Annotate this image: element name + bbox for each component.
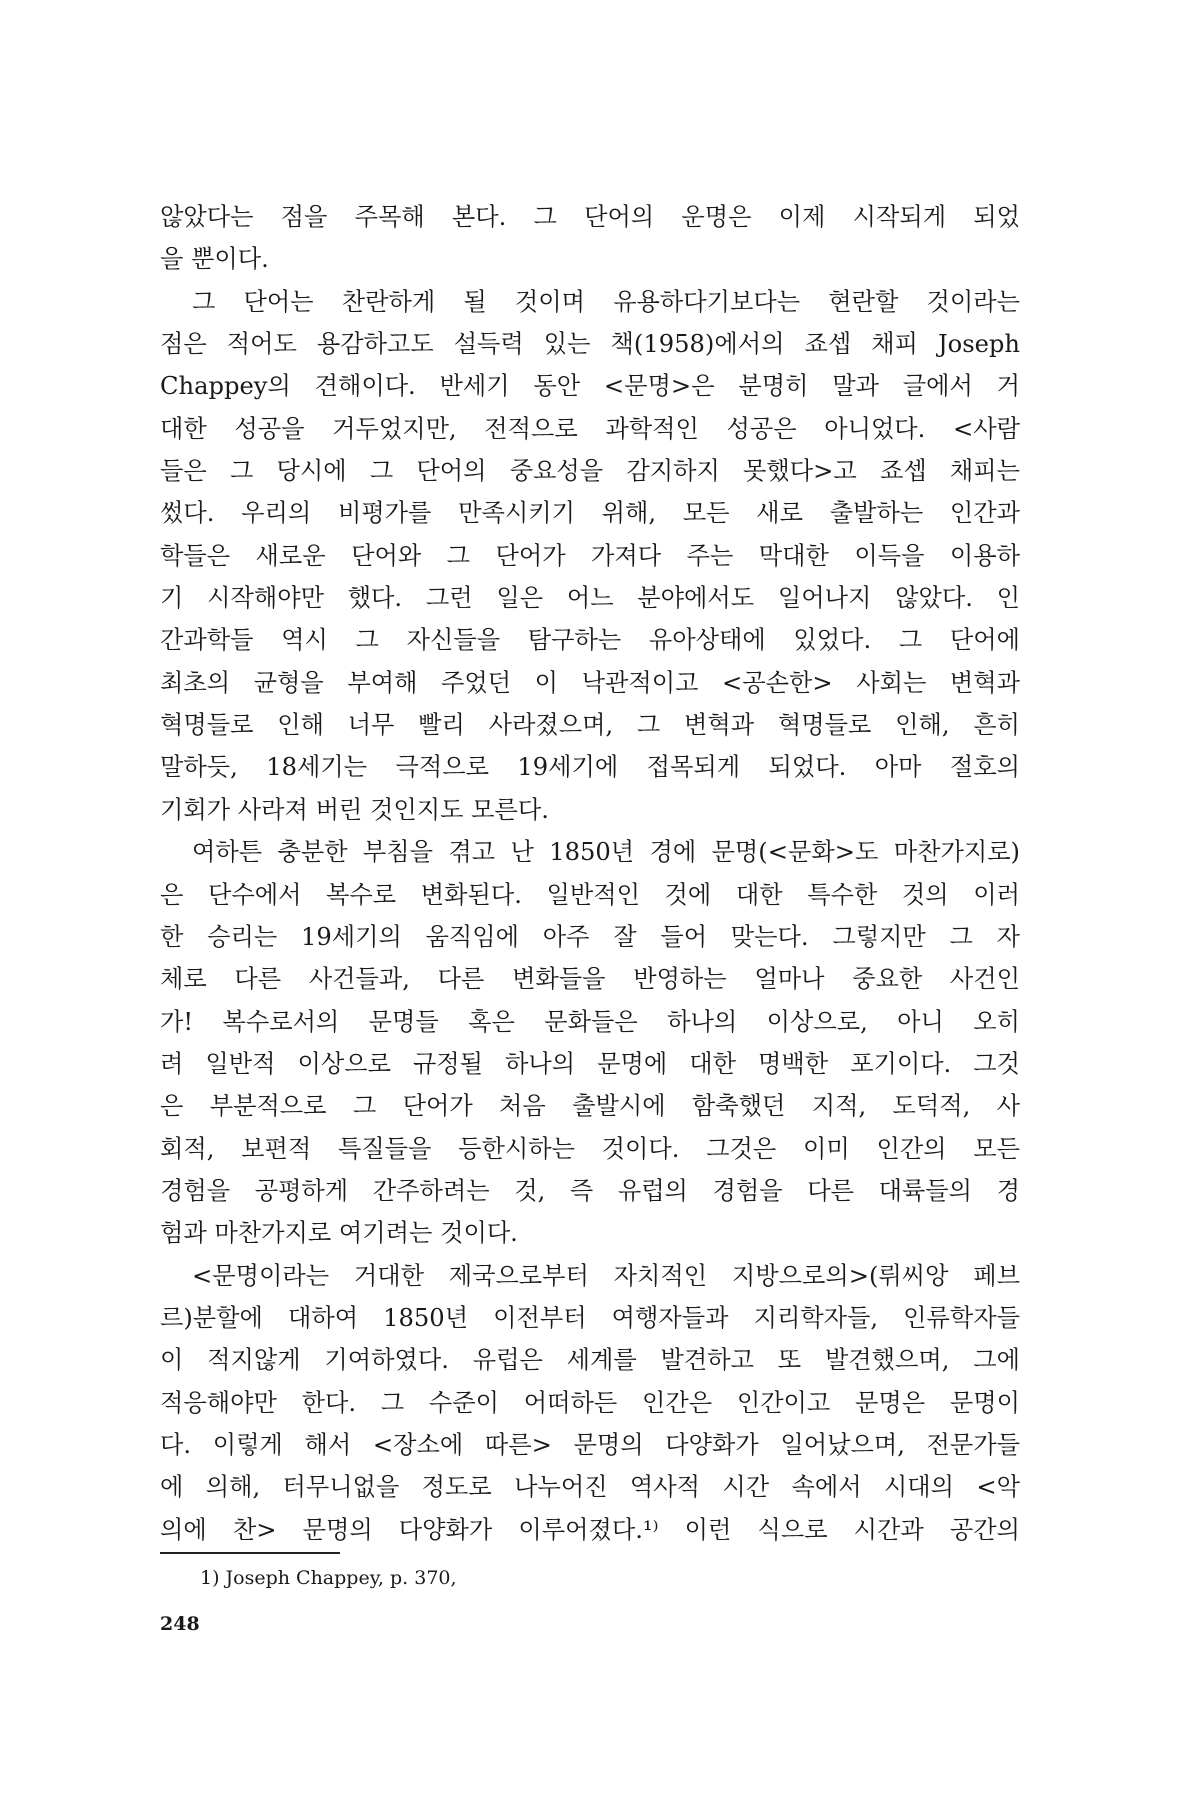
footnote: 1) Joseph Chappey, p. 370, — [200, 1567, 457, 1589]
footnote-divider — [160, 1552, 340, 1554]
text-line: Chappey의 견해이다. 반세기 동안 <문명>은 분명히 말과 글에서 거 — [160, 372, 1020, 401]
text-line: 않았다는 점을 주목해 본다. 그 단어의 운명은 이제 시작되게 되었 — [160, 203, 1020, 231]
text-line: 최초의 균형을 부여해 주었던 이 낙관적이고 <공손한> 사회는 변혁과 — [160, 668, 1020, 697]
text-line: 가! 복수로서의 문명들 혹은 문화들은 하나의 이상으로, 아니 오히 — [160, 1007, 1020, 1036]
text-line: 험과 마찬가지로 여기려는 것이다. — [160, 1219, 518, 1248]
text-line: 들은 그 당시에 그 단어의 중요성을 감지하지 못했다>고 죠셉 채피는 — [160, 457, 1020, 486]
text-line: 기 시작해야만 했다. 그런 일은 어느 분야에서도 일어나지 않았다. 인 — [160, 584, 1020, 613]
text-line: 이 적지않게 기여하였다. 유럽은 세계를 발견하고 또 발견했으며, 그에 — [160, 1346, 1020, 1375]
text-line: 혁명들로 인해 너무 빨리 사라졌으며, 그 변혁과 혁명들로 인해, 흔히 — [160, 711, 1020, 740]
text-line: 한 승리는 19세기의 움직임에 아주 잘 들어 맞는다. 그렇지만 그 자 — [160, 922, 1020, 951]
text-line: 의에 찬> 문명의 다양화가 이루어졌다.¹⁾ 이런 식으로 시간과 공간의 — [160, 1515, 1020, 1544]
text-line: 을 뿐이다. — [160, 245, 269, 274]
text-line: 그 단어는 찬란하게 될 것이며 유용하다기보다는 현란할 것이라는 — [192, 287, 1020, 316]
text-line: 르)분할에 대하여 1850년 이전부터 여행자들과 지리학자들, 인류학자들 — [160, 1303, 1020, 1332]
text-line: 은 단수에서 복수로 변화된다. 일반적인 것에 대한 특수한 것의 이러 — [160, 880, 1020, 909]
text-line: 기회가 사라져 버린 것인지도 모른다. — [160, 795, 549, 824]
text-line: 다. 이렇게 해서 <장소에 따른> 문명의 다양화가 일어났으며, 전문가들 — [160, 1430, 1020, 1459]
text-line: 점은 적어도 용감하고도 설득력 있는 책(1958)에서의 죠셉 채피 Joseph — [160, 330, 1020, 359]
text-line: 에 의해, 터무니없을 정도로 나누어진 역사적 시간 속에서 시대의 <악 — [160, 1473, 1020, 1502]
text-line: 적응해야만 한다. 그 수준이 어떠하든 인간은 인간이고 문명은 문명이 — [160, 1388, 1020, 1417]
text-line: 경험을 공평하게 간주하려는 것, 즉 유럽의 경험을 다른 대륙들의 경 — [160, 1176, 1020, 1205]
text-line: 말하듯, 18세기는 극적으로 19세기에 접목되게 되었다. 아마 절호의 — [160, 753, 1020, 782]
text-line: 은 부분적으로 그 단어가 처음 출발시에 함축했던 지적, 도덕적, 사 — [160, 1092, 1020, 1121]
text-line: 썼다. 우리의 비평가를 만족시키기 위해, 모든 새로 출발하는 인간과 — [160, 499, 1020, 528]
text-line: 체로 다른 사건들과, 다른 변화들을 반영하는 얼마나 중요한 사건인 — [160, 965, 1020, 994]
text-line: <문명이라는 거대한 제국으로부터 자치적인 지방으로의>(뤼씨앙 페브 — [192, 1261, 1020, 1290]
text-line: 간과학들 역시 그 자신들을 탐구하는 유아상태에 있었다. 그 단어에 — [160, 626, 1020, 655]
text-line: 학들은 새로운 단어와 그 단어가 가져다 주는 막대한 이득을 이용하 — [160, 541, 1020, 570]
body-text — [160, 196, 1020, 1551]
text-line: 대한 성공을 거두었지만, 전적으로 과학적인 성공은 아니었다. <사람 — [160, 414, 1020, 443]
page-number: 248 — [160, 1613, 200, 1635]
text-line: 여하튼 충분한 부침을 겪고 난 1850년 경에 문명(<문화>도 마찬가지로) — [192, 838, 1020, 867]
text-line: 회적, 보편적 특질들을 등한시하는 것이다. 그것은 이미 인간의 모든 — [160, 1134, 1020, 1163]
text-line: 려 일반적 이상으로 규정될 하나의 문명에 대한 명백한 포기이다. 그것 — [160, 1049, 1020, 1078]
